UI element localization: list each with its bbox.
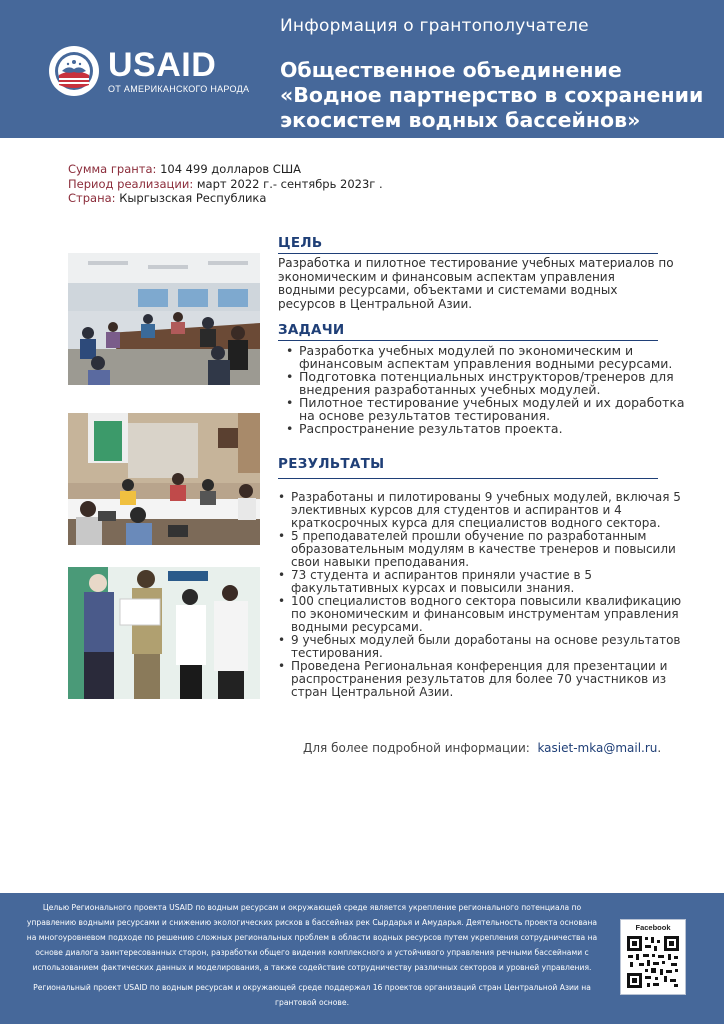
grant-amount-value: 104 499 долларов США	[160, 162, 301, 176]
list-item-line: • Подготовка потенциальных инструкторов/тренеров для	[299, 369, 674, 384]
list-item	[278, 595, 681, 634]
list-item-line: • 100 специалистов водного сектора повысили квалификацию	[291, 594, 682, 608]
results-heading: РЕЗУЛЬТАТЫ	[278, 456, 658, 479]
usaid-logo-text: USAID	[108, 46, 217, 84]
results-list	[278, 491, 681, 699]
header-label: Информация о грантополучателе	[280, 16, 589, 36]
footer-banner	[0, 893, 724, 1024]
grant-amount-label: Сумма гранта:	[68, 162, 157, 176]
list-item-line: водными ресурсами.	[291, 620, 423, 634]
list-item	[286, 370, 685, 396]
list-item	[278, 634, 681, 660]
goal-line: ресурсов в Центральной Азии.	[278, 296, 473, 311]
list-item-line: факультативных курсах и повысили знания.	[291, 581, 575, 595]
list-item-line: краткосрочных курса для специалистов водного сектора.	[291, 516, 661, 530]
list-item	[278, 491, 681, 530]
footer-line: управлению водными ресурсами и снижению экологических рисков в бассейнах рек Сырдарья и Амударья. Деятельность проекта основана	[26, 918, 598, 927]
list-item-line: • 5 преподавателей прошли обучение по разработанным	[291, 529, 647, 543]
country-row	[68, 191, 383, 206]
list-item-line: внедрения разработанных учебных модулей.	[299, 382, 601, 397]
list-item-line: тестирования.	[291, 646, 383, 660]
contact-line	[303, 741, 661, 755]
list-item-line: • Распространение результатов проекта.	[299, 421, 563, 436]
grant-amount-row	[68, 162, 383, 177]
list-item-line: на основе результатов тестирования.	[299, 408, 551, 423]
period-label: Период реализации:	[68, 176, 194, 191]
photo-certificate	[68, 567, 260, 699]
footer-support-note	[4, 980, 620, 1010]
footer-line: грантовой основе.	[275, 998, 349, 1007]
list-item	[286, 396, 685, 422]
usaid-tagline: ОТ АМЕРИКАНСКОГО НАРОДА	[108, 84, 250, 94]
footer-line: на многоуровневом подходе по решению сложных региональных проблем в области водных ресурсов путем укрепления сотрудничества на	[26, 933, 598, 942]
period-row	[68, 177, 383, 192]
photo-conference-room	[68, 253, 260, 385]
footer-description	[4, 900, 620, 975]
list-item-line: образовательным модулям в качестве тренеров и повысили	[291, 542, 676, 556]
goal-line: экономическим и финансовым аспектам управления	[278, 269, 615, 284]
footer-line: Региональный проект USAID по водным ресурсам и окружающей среде поддержал 16 проектов организаций стран Центральной Азии на	[33, 983, 591, 992]
list-item-line: свои навыки преподавания.	[291, 555, 470, 569]
goal-line: Разработка и пилотное тестирование учебных материалов по	[278, 256, 674, 270]
footer-line: основе диалога заинтересованных сторон, разработки общего видения комплексного и устойчивого управления речными бассейнами с	[35, 948, 589, 957]
list-item	[278, 530, 681, 569]
usaid-seal-icon	[48, 45, 100, 97]
list-item-line: стран Центральной Азии.	[291, 685, 454, 699]
contact-label: Для более подробной информации:	[303, 741, 530, 755]
list-item-line: • Проведена Региональная конференция для презентации и	[291, 659, 668, 673]
goal-line: водными ресурсами, объектами и системами водных	[278, 283, 618, 297]
footer-line: Целью Регионального проекта USAID по водным ресурсам и окружающей среде является укрепление регионального потенциала по	[42, 903, 582, 912]
list-item-line: • 73 студента и аспирантов приняли участие в 5	[291, 568, 592, 582]
contact-email-link[interactable]: kasiet-mka@mail.ru	[537, 741, 658, 755]
footer-line: использованием фактических данных и моделирования, а также содействие сотрудничеству различных секторов и уровней управления.	[32, 963, 592, 972]
list-item-line: • Разработка учебных модулей по экономическим и	[299, 343, 634, 358]
goal-text	[278, 256, 674, 311]
period-value: март 2022 г.- сентябрь 2023г .	[196, 176, 383, 191]
grantee-name-line: экосистем водных бассейнов»	[280, 108, 641, 132]
grantee-name-line: «Водное партнерство в сохранении	[280, 83, 704, 107]
grant-meta	[68, 162, 383, 206]
tasks-list	[286, 344, 685, 435]
list-item	[286, 344, 685, 370]
photo-workshop	[68, 413, 260, 545]
goal-heading: ЦЕЛЬ	[278, 235, 658, 254]
list-item-line: распространения результатов для более 70 участников из	[291, 672, 667, 686]
qr-code-icon[interactable]	[626, 935, 680, 989]
list-item	[278, 569, 681, 595]
list-item-line: • Пилотное тестирование учебных модулей и их доработка	[299, 395, 685, 410]
facebook-qr-card[interactable]	[620, 919, 686, 995]
header-banner	[0, 0, 724, 138]
tasks-heading: ЗАДАЧИ	[278, 322, 658, 341]
grantee-name	[280, 58, 704, 133]
grantee-name-line: Общественное объединение	[280, 58, 622, 82]
qr-label: Facebook	[635, 923, 671, 932]
list-item	[278, 660, 681, 699]
country-value: Кыргызская Республика	[119, 191, 267, 205]
list-item-line: финансовым аспектам управления водными ресурсами.	[299, 356, 673, 371]
country-label: Страна:	[68, 191, 116, 205]
list-item-line: по экономическим и финансовым инструментам управления	[291, 607, 679, 621]
contact-suffix: .	[657, 741, 662, 755]
list-item	[286, 422, 685, 435]
list-item-line: • Разработаны и пилотированы 9 учебных модулей, включая 5	[291, 490, 681, 504]
list-item-line: элективных курсов для студентов и аспирантов и 4	[291, 503, 622, 517]
list-item-line: • 9 учебных модулей были доработаны на основе результатов	[291, 633, 681, 647]
